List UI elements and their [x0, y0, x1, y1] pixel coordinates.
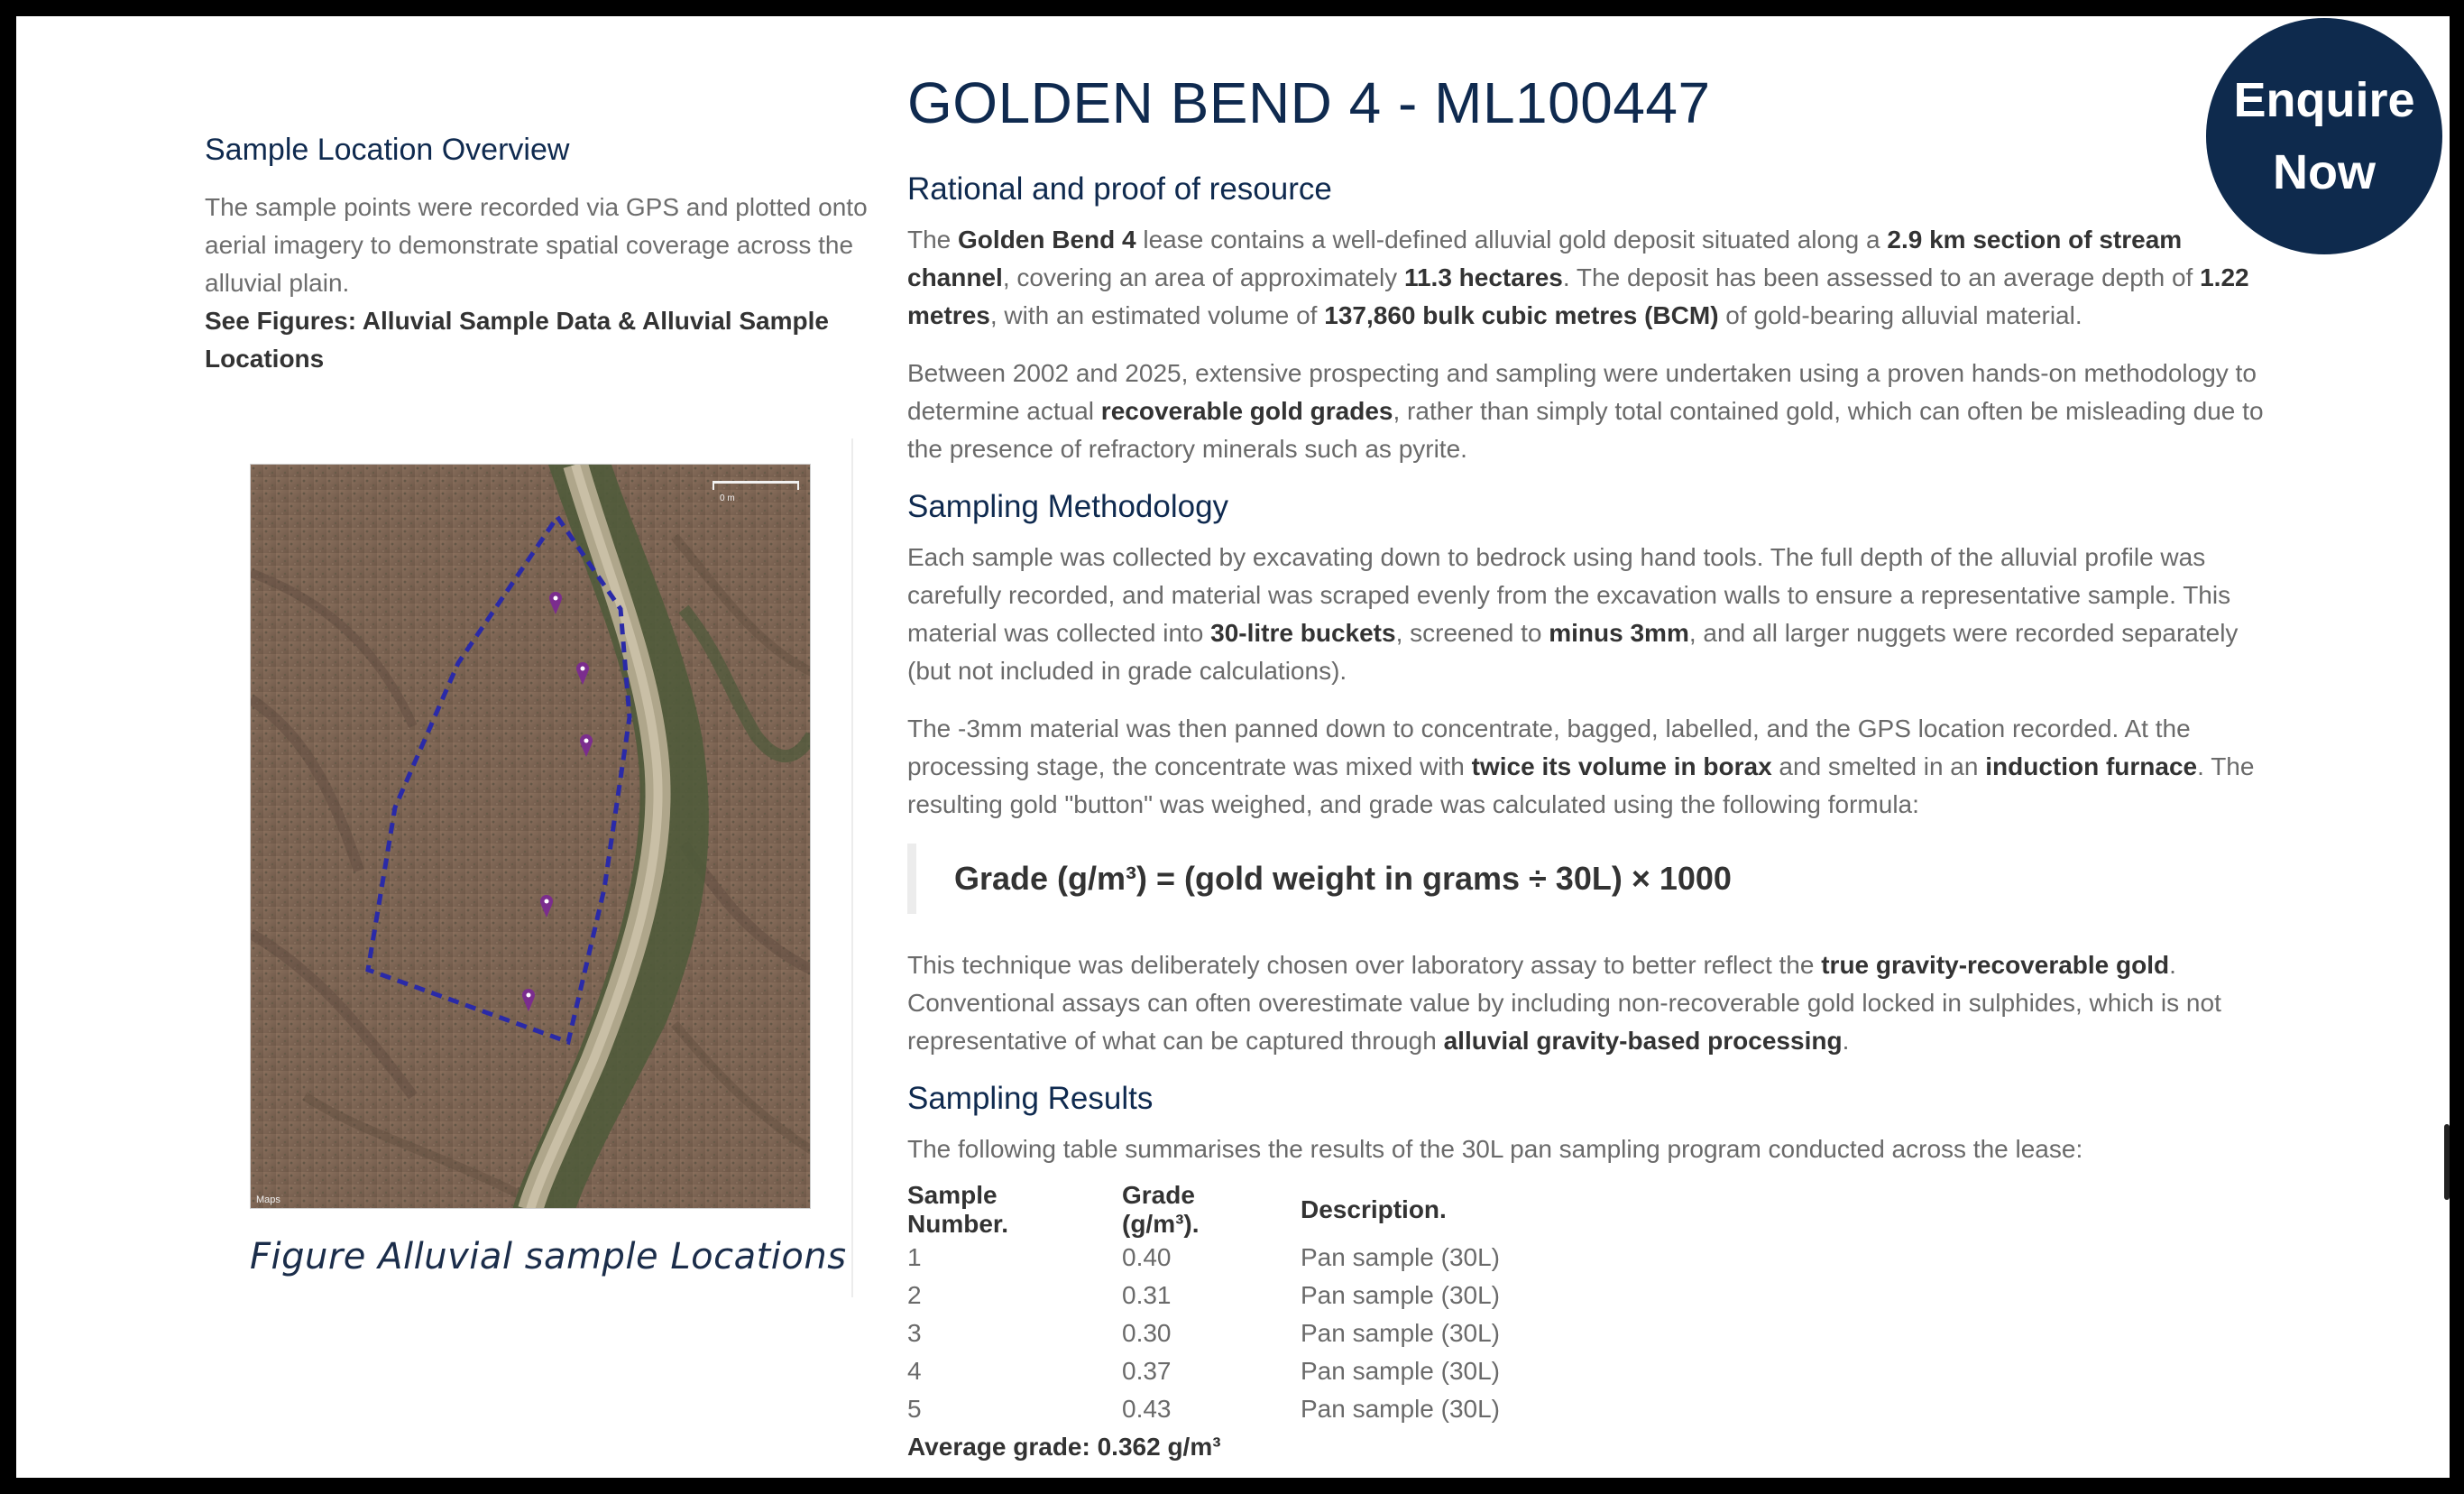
enquire-now-button[interactable]: [2206, 18, 2442, 254]
column-header-grade: Grade (g/m³).: [1122, 1180, 1200, 1238]
table-row: [907, 1390, 1522, 1428]
page-frame: [16, 16, 2450, 1478]
map-scale-label: 0 m: [720, 493, 735, 503]
table-row: [907, 1352, 1522, 1390]
results-heading: Sampling Results: [907, 1080, 1154, 1116]
sample-grade: 0.43: [1122, 1394, 1172, 1423]
sample-description: Pan sample (30L): [1301, 1394, 1501, 1423]
methodology-paragraph-2: The -3mm material was then panned down to concentrate, bagged, labelled, and the GPS location recorded. At the processing stage, the concentrate was mixed with twice its volume in borax and smelted in an induction furnace. The resulting gold "button" was weighed, and grade was calculated using the following formula:: [907, 714, 2255, 818]
rational-paragraph-1: The Golden Bend 4 lease contains a well-defined alluvial gold deposit situated along a 2.9 km section of stream channel, covering an area of approximately 11.3 hectares. The deposit has been assessed to an average depth of 1.22 metres, with an estimated volume of 137,860 bulk cubic metres (BCM) of gold-bearing alluvial material.: [907, 225, 2249, 329]
results-intro: The following table summarises the results of the 30L pan sampling program conducted across the lease:: [907, 1134, 2083, 1163]
methodology-paragraph-1: Each sample was collected by excavating down to bedrock using hand tools. The full depth of the alluvial profile was carefully recorded, and material was scraped evenly from the excavation walls to ensure a representative sample. This material was collected into 30-litre buckets, screened to minus 3mm, and all larger nuggets were recorded separately (but not included in grade calculations).: [907, 542, 2239, 685]
sample-number: 4: [907, 1356, 922, 1385]
see-figures-note: See Figures: Alluvial Sample Data & Alluvial Sample Locations: [205, 306, 829, 373]
rational-paragraph-2: Between 2002 and 2025, extensive prospecting and sampling were undertaken using a proven hands-on methodology to determine actual recoverable gold grades, rather than simply total contained gold, which can often be misleading due to the presence of refractory minerals such as pyrite.: [907, 358, 2264, 463]
grade-formula: Grade (g/m³) = (gold weight in grams ÷ 30L) × 1000: [907, 844, 2269, 914]
table-row: [907, 1277, 1522, 1314]
page-title: GOLDEN BEND 4 - ML100447: [907, 70, 1711, 135]
sample-number: 5: [907, 1394, 922, 1423]
main-content: [907, 69, 2269, 1466]
methodology-paragraph-3: This technique was deliberately chosen over laboratory assay to better reflect the true gravity-recoverable gold. Conventional assays can often overestimate value by including non-recoverable gold locked in sulphides, which is not representative of what can be captured through alluvial gravity-based processing.: [907, 950, 2221, 1055]
enquire-line-1: Enquire: [2233, 73, 2415, 127]
sample-grade: 0.31: [1122, 1280, 1172, 1309]
methodology-heading: Sampling Methodology: [907, 488, 1229, 524]
column-header-sample: Sample Number.: [907, 1180, 1009, 1238]
sample-number: 3: [907, 1318, 922, 1347]
sample-description: Pan sample (30L): [1301, 1280, 1501, 1309]
overview-intro: The sample points were recorded via GPS and plotted onto aerial imagery to demonstrate spatial coverage across the alluvial plain.: [205, 192, 868, 297]
rational-heading: Rational and proof of resource: [907, 171, 1332, 207]
sample-grade: 0.30: [1122, 1318, 1172, 1347]
average-grade: Average grade: 0.362 g/m³: [907, 1432, 1221, 1461]
figure-caption: Figure Alluvial sample Locations: [250, 1236, 847, 1277]
overview-heading: Sample Location Overview: [205, 133, 570, 167]
sample-grade: 0.40: [1122, 1242, 1172, 1271]
results-header-row: [907, 1181, 1522, 1239]
table-row: [907, 1239, 1522, 1277]
enquire-line-2: Now: [2273, 145, 2376, 199]
sample-location-overview: [205, 132, 872, 378]
scrollbar-thumb[interactable]: [2444, 1124, 2450, 1200]
alluvial-sample-map: [250, 464, 811, 1209]
sample-number: 1: [907, 1242, 922, 1271]
table-row: [907, 1314, 1522, 1352]
column-divider: [851, 438, 853, 1297]
column-header-description: Description.: [1301, 1194, 1447, 1223]
sample-description: Pan sample (30L): [1301, 1318, 1501, 1347]
sample-description: Pan sample (30L): [1301, 1356, 1501, 1385]
sample-description: Pan sample (30L): [1301, 1242, 1501, 1271]
results-table: [907, 1181, 1522, 1428]
sample-number: 2: [907, 1280, 922, 1309]
sample-grade: 0.37: [1122, 1356, 1172, 1385]
map-attribution: Maps: [256, 1194, 280, 1205]
